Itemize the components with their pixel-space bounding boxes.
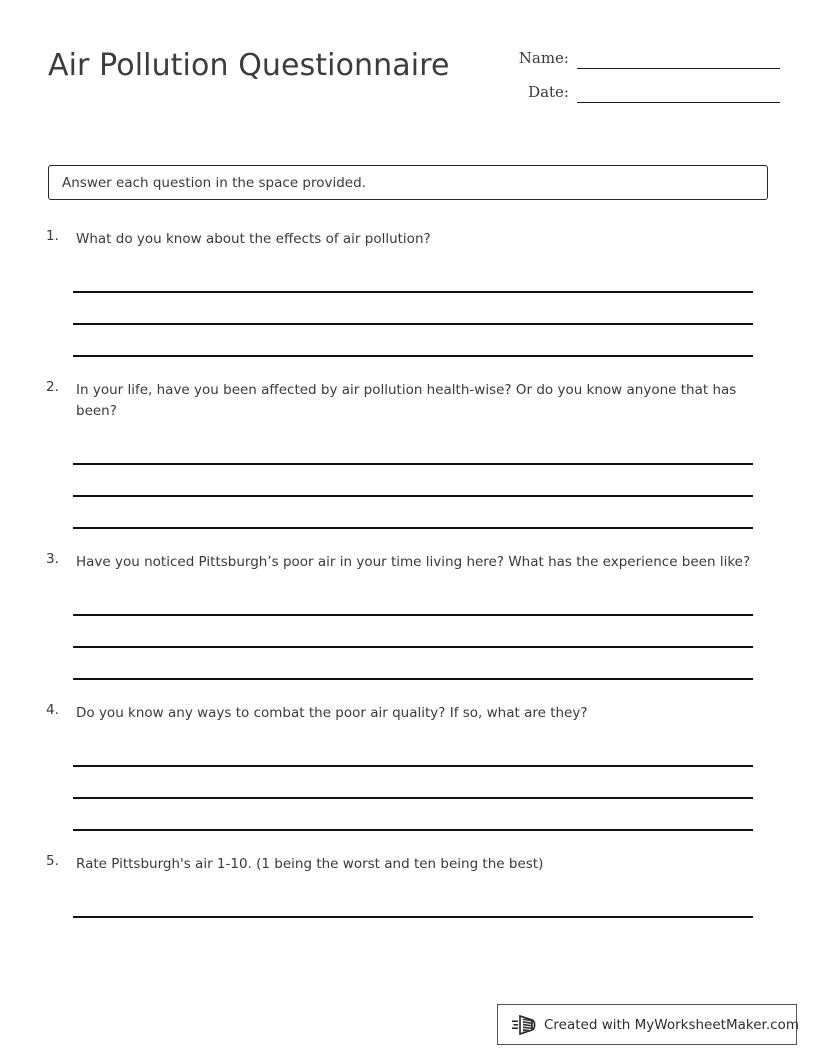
- question-header: [0, 228, 816, 249]
- answer-area[interactable]: [0, 723, 816, 831]
- question-header: [0, 702, 816, 723]
- pencil-nib-icon: [512, 1013, 538, 1037]
- question-list: [0, 228, 816, 918]
- answer-area[interactable]: [0, 249, 816, 357]
- answer-line[interactable]: [73, 325, 753, 357]
- answer-line[interactable]: [73, 497, 753, 529]
- instruction-text: Answer each question in the space provided.: [62, 174, 366, 191]
- question-item: [0, 379, 816, 529]
- name-date-group: [500, 48, 780, 116]
- page-title: Air Pollution Questionnaire: [48, 48, 450, 83]
- answer-line[interactable]: [73, 584, 753, 616]
- question-number: 2.: [46, 379, 59, 395]
- question-text: Rate Pittsburgh's air 1-10. (1 being the worst and ten being the best): [76, 856, 544, 872]
- date-label: Date:: [528, 83, 569, 101]
- created-with-badge[interactable]: [497, 1004, 797, 1045]
- name-row: [500, 48, 780, 82]
- instruction-box: [48, 165, 768, 200]
- question-item: [0, 702, 816, 831]
- answer-line[interactable]: [73, 799, 753, 831]
- answer-line[interactable]: [73, 616, 753, 648]
- answer-line[interactable]: [73, 261, 753, 293]
- question-header: [0, 853, 816, 874]
- question-item: [0, 551, 816, 680]
- question-item: [0, 853, 816, 918]
- answer-line[interactable]: [73, 767, 753, 799]
- created-with-text: Created with MyWorksheetMaker.com: [544, 1016, 799, 1033]
- question-text: In your life, have you been affected by air pollution health-wise? Or do you know anyone that has been?: [76, 382, 737, 419]
- answer-area[interactable]: [0, 421, 816, 529]
- question-text: Have you noticed Pittsburgh’s poor air in your time living here? What has the experience been like?: [76, 554, 751, 570]
- answer-line[interactable]: [73, 293, 753, 325]
- worksheet-header: [0, 0, 816, 140]
- question-header: [0, 551, 816, 572]
- answer-line[interactable]: [73, 648, 753, 680]
- question-item: [0, 228, 816, 357]
- name-input-line[interactable]: [577, 48, 780, 69]
- answer-line[interactable]: [73, 433, 753, 465]
- answer-line[interactable]: [73, 735, 753, 767]
- question-text: What do you know about the effects of air pollution?: [76, 231, 431, 247]
- question-number: 4.: [46, 702, 59, 718]
- answer-area[interactable]: [0, 572, 816, 680]
- date-input-line[interactable]: [577, 82, 780, 103]
- question-number: 1.: [46, 228, 59, 244]
- date-row: [500, 82, 780, 116]
- question-header: [0, 379, 816, 421]
- question-number: 5.: [46, 853, 59, 869]
- question-text: Do you know any ways to combat the poor air quality? If so, what are they?: [76, 705, 588, 721]
- name-label: Name:: [518, 49, 569, 67]
- answer-line[interactable]: [73, 465, 753, 497]
- answer-area[interactable]: [0, 874, 816, 918]
- answer-line[interactable]: [73, 886, 753, 918]
- question-number: 3.: [46, 551, 59, 567]
